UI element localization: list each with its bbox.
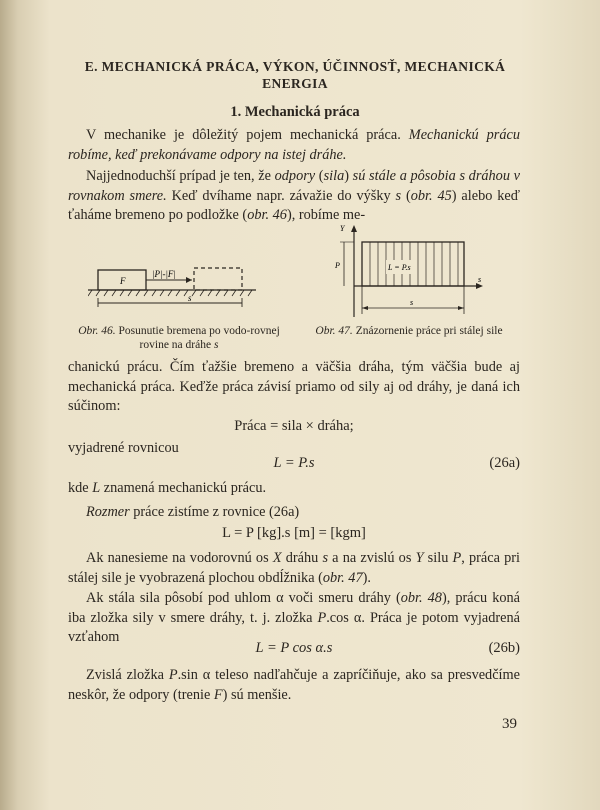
paragraph-2-body: [68, 167, 520, 226]
p2-d: sila: [323, 168, 345, 184]
equation-26a-body: L = P.s: [273, 455, 315, 471]
p8-b: obr. 48: [400, 590, 442, 606]
section-heading: [60, 58, 530, 92]
equation-26b: [68, 640, 520, 657]
fig47-label-P: P: [335, 261, 340, 270]
p2-j: obr. 45: [410, 187, 452, 204]
p6-b: práce zistíme z rovnice (26a): [129, 504, 300, 520]
p7-k: ).: [362, 569, 371, 586]
p5-b: L: [92, 480, 101, 496]
p2-c: (: [315, 168, 324, 184]
subsection-heading: 1. Mechanická práca: [230, 104, 360, 120]
fig46-label-mid: |P|-|F|: [152, 269, 176, 279]
fig46-label-F: F: [120, 276, 126, 286]
paragraph-8-body: [68, 589, 520, 648]
p5-c: znamená mechanickú prácu.: [100, 480, 267, 496]
p7-e: a na zvislú os: [328, 550, 416, 566]
p2-h: s: [395, 187, 402, 204]
section-heading-line1: E. MECHANICKÁ PRÁCA, VÝKON, ÚČINNOSŤ, MECHANICKÁ: [84, 59, 506, 74]
figure-47: [330, 222, 490, 322]
figure-46: [88, 260, 258, 310]
equation-26b-number: (26b): [488, 640, 520, 656]
p7-f: Y: [415, 550, 424, 566]
p7-i: , práca pri stálej sile je vyobrazená plochou obdĺžnika (: [68, 550, 520, 586]
p2-e: ): [344, 168, 353, 184]
p6-a: Rozmer: [86, 504, 130, 520]
fig46-caption-var: s: [213, 339, 219, 351]
p2-a: Najjednoduchší prípad je ten, že: [86, 168, 275, 184]
p5-a: kde: [68, 480, 93, 496]
p7-c: dráhu: [281, 550, 323, 566]
figure-47-caption: [298, 324, 520, 338]
p9-a: Zvislá zložka: [86, 667, 169, 683]
page-number: 39: [502, 716, 517, 732]
p7-g: silu: [423, 550, 453, 566]
p9-b: P: [168, 667, 178, 683]
p8-d: P: [317, 609, 327, 626]
equation-26a: [68, 455, 520, 472]
paragraph-1: [68, 126, 520, 165]
paragraph-8: [68, 589, 520, 648]
fig47-label-L: L = P.s: [388, 263, 411, 272]
paragraph-9-body: [68, 666, 520, 705]
fig47-caption-num: Obr. 47.: [315, 325, 353, 337]
p7-h: P: [452, 550, 462, 566]
p2-f: sú stále a pôsobia s dráhou v rovnakom smere.: [68, 168, 520, 204]
fig47-label-s-axis: s: [478, 275, 482, 284]
fig47-caption-text: Znázornenie práce pri stálej sile: [352, 325, 503, 337]
p7-b: X: [272, 550, 282, 566]
equation-26a-number: (26a): [489, 455, 520, 471]
p2-b: odpory: [274, 168, 316, 184]
p8-a: Ak stála sila pôsobí pod uhlom α voči smeru dráhy (: [86, 590, 401, 606]
paragraph-7: [68, 549, 520, 588]
p9-e: ) sú menšie.: [222, 686, 292, 703]
fig47-label-Y: Y: [340, 224, 345, 233]
p7-d: s: [322, 550, 329, 566]
fig46-label-s: s: [188, 293, 192, 303]
p7-j: obr. 47: [322, 569, 363, 586]
paragraph-5: [68, 479, 520, 499]
p9-c: .sin α teleso nadľahčuje a zapríčiňuje, ako sa presvedčíme neskôr, že odpory (trenie: [68, 667, 520, 703]
paragraph-6: [68, 503, 520, 523]
paragraph-6-body: [68, 503, 520, 523]
paragraph-1-body: [68, 126, 520, 165]
fig47-label-s-dim: s: [410, 298, 414, 307]
p1-definition: Mechanickú prácu robíme, keď prekonávame odpory na istej dráhe.: [68, 127, 520, 163]
p9-d: F: [213, 686, 223, 703]
paragraph-3: chanickú prácu. Čím ťažšie bremeno a väčšia dráha, tým väčšia bude aj mechanická práca. Keďže práca závisí priamo od sily aj od dráhy, je daná ich súčinom:: [68, 359, 520, 414]
equation-words: Práca = sila × dráha;: [234, 418, 354, 434]
paragraph-9: [68, 666, 520, 705]
p8-e: .cos α. Práca je potom vyjadrená vzťahom: [68, 609, 520, 645]
p8-c: ), prácu koná iba zložka sily v smere dráhy, t. j. zložka: [68, 590, 520, 626]
p2-k: ) alebo keď ťaháme bremeno po podložke (: [68, 187, 520, 223]
p2-l: obr. 46: [247, 207, 287, 223]
p2-m: ), robíme me-: [286, 207, 366, 223]
p2-i: (: [401, 187, 411, 204]
equation-dimension: L = P [kg].s [m] = [kgm]: [222, 525, 366, 541]
equation-26b-body: L = P cos α.s: [255, 640, 333, 656]
paragraph-4: vyjadrené rovnicou: [68, 440, 179, 456]
fig46-caption-num: Obr. 46.: [78, 325, 116, 337]
p2-g: Keď dvíhame napr. závažie do výšky: [166, 187, 396, 204]
figure-46-caption: [68, 324, 290, 352]
paragraph-7-body: [68, 549, 520, 588]
fig46-caption-text: Posunutie bremena po vodo-rovnej rovine na dráhe: [115, 325, 280, 351]
p1-text: V mechanike je dôležitý pojem mechanická práca.: [86, 127, 409, 143]
p7-a: Ak nanesieme na vodorovnú os: [86, 550, 273, 566]
paragraph-2: [68, 167, 520, 226]
section-heading-line2: ENERGIA: [262, 76, 328, 91]
